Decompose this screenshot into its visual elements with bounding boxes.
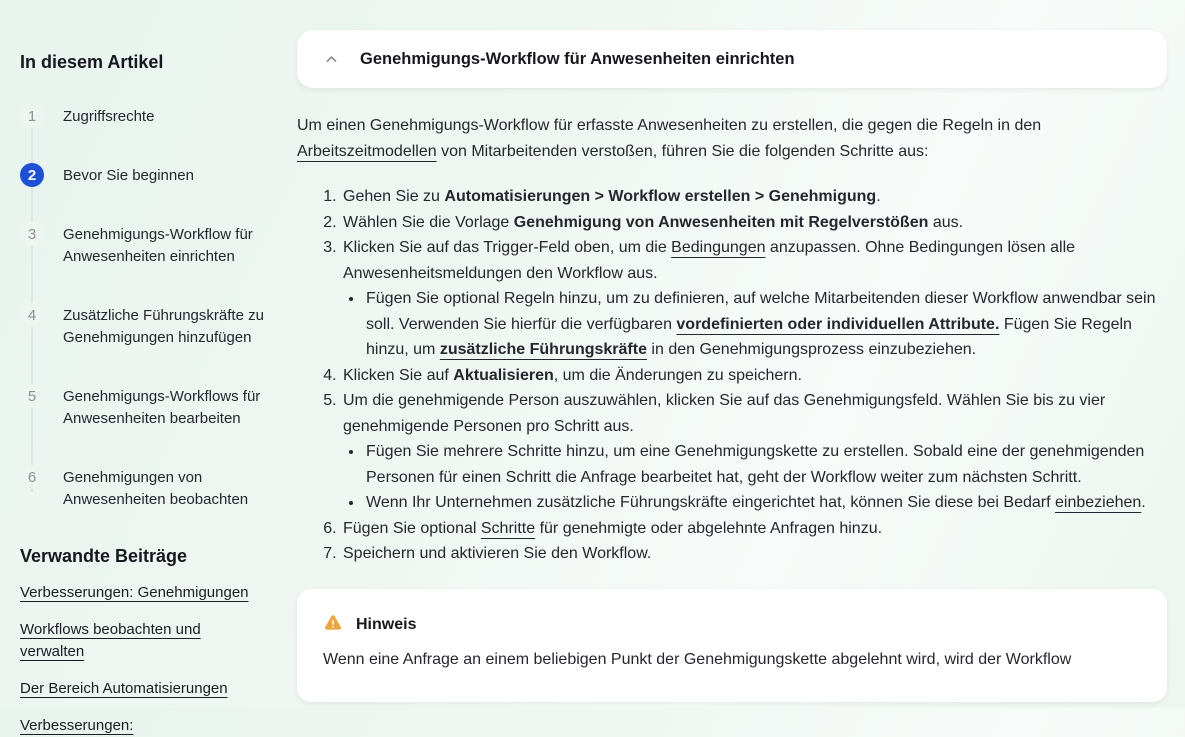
step-3-bullet-1 bbox=[364, 286, 1167, 363]
link-arbeitszeitmodellen[interactable]: Arbeitszeitmodellen bbox=[297, 142, 437, 160]
step-text: , um die Änderungen zu speichern. bbox=[553, 366, 802, 384]
menu-path-text: Automatisierungen > Workflow erstellen > Genehmigung bbox=[444, 188, 877, 205]
step-text: Klicken Sie auf bbox=[343, 366, 454, 384]
toc-title: In diesem Artikel bbox=[20, 52, 164, 72]
step-text: Wählen Sie die Vorlage bbox=[343, 213, 514, 231]
toc-item-workflow-einrichten[interactable] bbox=[20, 222, 286, 268]
toc-step-number: 6 bbox=[20, 465, 44, 489]
toc-step-label: Genehmigungen von Anwesenheiten beobachten bbox=[63, 469, 249, 508]
toc-item-workflows-bearbeiten[interactable] bbox=[20, 384, 286, 430]
toc-step-number-active: 2 bbox=[20, 163, 44, 187]
link-schritte[interactable]: Schritte bbox=[480, 519, 536, 537]
step-text: . bbox=[876, 188, 881, 205]
note-title: Hinweis bbox=[356, 616, 417, 633]
toc-item-fuehrungskraefte-hinzufuegen[interactable] bbox=[20, 303, 286, 349]
link-bedingungen[interactable]: Bedingungen bbox=[671, 239, 766, 256]
step-text: Um die genehmigende Person auszuwählen, klicken Sie auf das Genehmigungsfeld. Wählen Sie bis zu vier genehmigende Personen pro Schritt aus. bbox=[343, 392, 1106, 435]
bullet-text: . bbox=[1141, 494, 1146, 511]
note-body-text: Wenn eine Anfrage an einem beliebigen Punkt der Genehmigungskette abgelehnt wird, wird der Workflow bbox=[323, 650, 1072, 668]
step-text: Speichern und aktivieren Sie den Workflow. bbox=[343, 545, 652, 562]
bullet-text: Wenn Ihr Unternehmen zusätzliche Führungskräfte eingerichtet hat, können Sie diese bei Bedarf bbox=[366, 494, 1055, 511]
related-posts-title: Verwandte Beiträge bbox=[20, 546, 188, 566]
step-5 bbox=[341, 388, 1167, 516]
toc-step-label: Genehmigungs-Workflows für Anwesenheiten bearbeiten bbox=[63, 388, 261, 427]
toc-step-number: 3 bbox=[20, 222, 44, 246]
toc-step-label: Zugriffsrechte bbox=[63, 108, 155, 125]
button-name-text: Aktualisieren bbox=[453, 366, 554, 384]
link-zusaetzliche-fuehrungskraefte[interactable]: zusätzliche Führungskräfte bbox=[439, 341, 647, 358]
section-title: Genehmigungs-Workflow für Anwesenheiten einrichten bbox=[360, 49, 795, 68]
step-3-sublist bbox=[343, 286, 1167, 363]
step-5-bullet-1 bbox=[364, 439, 1167, 490]
toc-step-number: 4 bbox=[20, 303, 44, 327]
toc-item-bevor-sie-beginnen[interactable] bbox=[20, 163, 286, 187]
template-name-text: Genehmigung von Anwesenheiten mit Regelverstößen bbox=[513, 213, 929, 231]
bullet-text: Fügen Sie mehrere Schritte hinzu, um eine Genehmigungskette zu erstellen. Sobald eine der genehmigenden Personen für einen Schritt die Anfrage bearbeitet hat, geht der Workflow weiter zum nächsten Schritt. bbox=[366, 443, 1145, 486]
step-text: aus. bbox=[928, 213, 964, 231]
intro-text: von Mitarbeitenden verstoßen, führen Sie die folgenden Schritte aus: bbox=[436, 142, 929, 160]
note-card bbox=[297, 589, 1167, 703]
section-header-card[interactable] bbox=[297, 30, 1167, 88]
toc-item-zugriffsrechte[interactable] bbox=[20, 104, 286, 128]
step-text: Klicken Sie auf das Trigger-Feld oben, um die bbox=[343, 239, 672, 256]
step-text: Gehen Sie zu bbox=[343, 188, 445, 205]
step-5-sublist bbox=[343, 439, 1167, 516]
chevron-up-icon[interactable] bbox=[325, 53, 338, 66]
toc-step-number: 5 bbox=[20, 384, 44, 408]
step-text: Fügen Sie optional bbox=[343, 519, 481, 537]
step-1 bbox=[341, 184, 1167, 210]
warning-triangle-icon bbox=[323, 613, 343, 638]
article-sidebar bbox=[20, 0, 286, 737]
step-2 bbox=[341, 210, 1167, 236]
related-link-verbesserungen[interactable]: Verbesserungen: bbox=[20, 717, 134, 734]
step-3 bbox=[341, 235, 1167, 363]
intro-text: Um einen Genehmigungs-Workflow für erfasste Anwesenheiten zu erstellen, die gegen die Regeln in den bbox=[297, 117, 1042, 134]
toc-item-genehmigungen-beobachten[interactable] bbox=[20, 465, 286, 511]
link-einbeziehen[interactable]: einbeziehen bbox=[1055, 494, 1142, 511]
toc-step-label: Genehmigungs-Workflow für Anwesenheiten einrichten bbox=[63, 226, 253, 265]
step-6 bbox=[341, 516, 1167, 542]
toc-step-number: 1 bbox=[20, 104, 44, 128]
step-7 bbox=[341, 541, 1167, 567]
bullet-text: Fügen Sie Regeln hinzu, um bbox=[366, 315, 1132, 358]
related-link-workflows-beobachten[interactable]: Workflows beobachten und verwalten bbox=[20, 621, 201, 660]
bullet-text: in den Genehmigungsprozess einzubeziehen. bbox=[646, 341, 977, 358]
step-text: für genehmigte oder abgelehnte Anfragen hinzu. bbox=[535, 519, 883, 537]
article-content bbox=[297, 0, 1167, 702]
toc-step-label: Zusätzliche Führungskräfte zu Genehmigungen hinzufügen bbox=[63, 307, 264, 346]
intro-paragraph bbox=[297, 113, 1167, 164]
link-vordefinierte-attribute[interactable]: vordefinierten oder individuellen Attribute. bbox=[676, 315, 1000, 333]
toc-nav bbox=[20, 104, 286, 511]
step-4 bbox=[341, 363, 1167, 389]
step-5-bullet-2 bbox=[364, 490, 1167, 516]
related-link-bereich-automatisierungen[interactable]: Der Bereich Automatisierungen bbox=[20, 680, 228, 697]
steps-list bbox=[297, 184, 1167, 567]
bullet-text: Fügen Sie optional Regeln hinzu, um zu definieren, auf welche Mitarbeitenden dieser Workflow anwendbar sein soll. Verwenden Sie hierfür die verfügbaren bbox=[366, 290, 1156, 333]
related-link-verbesserungen-genehmigungen[interactable]: Verbesserungen: Genehmigungen bbox=[20, 584, 249, 601]
step-text: anzupassen. Ohne Bedingungen lösen alle Anwesenheitsmeldungen den Workflow aus. bbox=[343, 239, 1076, 282]
toc-step-label: Bevor Sie beginnen bbox=[63, 167, 194, 184]
note-header bbox=[323, 613, 1141, 638]
